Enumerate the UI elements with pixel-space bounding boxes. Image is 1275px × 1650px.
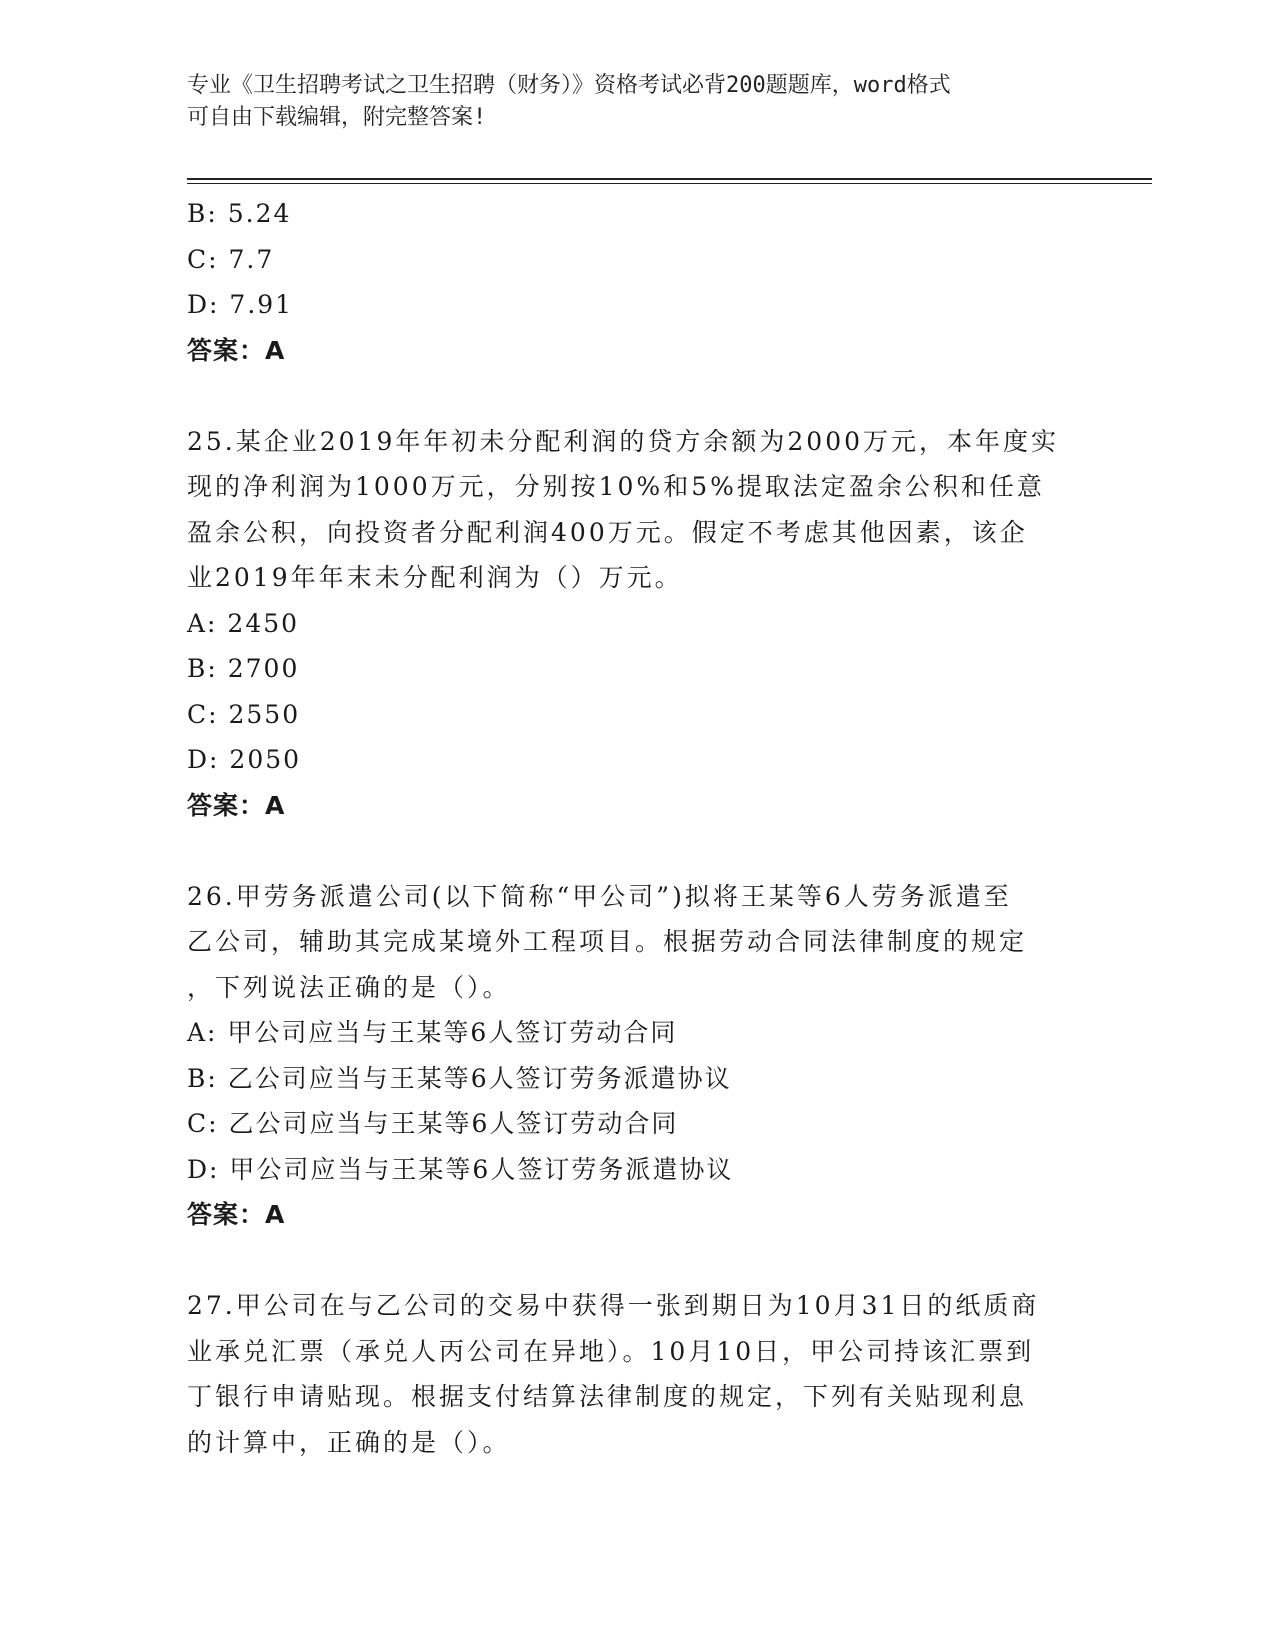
question-text-line: ，下列说法正确的是（）。 xyxy=(187,972,511,1002)
question-text-line: 丁银行申请贴现。根据支付结算法律制度的规定，下列有关贴现利息 xyxy=(187,1382,1028,1411)
option-d: D: 7.91 xyxy=(187,290,294,319)
option-b: B: 5.24 xyxy=(187,199,292,228)
header-line-2: 可自由下载编辑，附完整答案! xyxy=(187,105,487,130)
question-text-line: 的计算中，正确的是（）。 xyxy=(187,1427,511,1457)
question-text-line: 业承兑汇票（承兑人丙公司在异地）。10月10日，甲公司持该汇票到 xyxy=(187,1336,1035,1366)
option-a: A: 2450 xyxy=(187,608,300,638)
question-text-line: 26.甲劳务派遣公司(以下简称“甲公司”)拟将王某等6人劳务派遣至 xyxy=(187,881,1012,911)
spacer xyxy=(187,828,1087,874)
option-c: C: 乙公司应当与王某等6人签订劳动合同 xyxy=(187,1109,679,1138)
spacer xyxy=(187,373,1087,419)
answer: 答案：A xyxy=(187,335,286,365)
question-text-line: 业2019年年末未分配利润为（）万元。 xyxy=(187,563,683,592)
question-text-line: 盈余公积，向投资者分配利润400万元。假定不考虑其他因素，该企 xyxy=(187,517,1028,547)
header-rule-thick xyxy=(187,178,1152,180)
question-27 xyxy=(187,1283,1087,1465)
header-rule-thin xyxy=(187,183,1152,184)
question-25 xyxy=(187,419,1087,829)
answer: 答案：A xyxy=(187,1200,286,1229)
question-text-line: 乙公司，辅助其完成某境外工程项目。根据劳动合同法律制度的规定 xyxy=(187,927,1028,956)
option-c: C: 2550 xyxy=(187,699,301,729)
option-a: A: 甲公司应当与王某等6人签订劳动合同 xyxy=(187,1018,678,1047)
question-26 xyxy=(187,874,1087,1238)
question-text-line: 25.某企业2019年年初未分配利润的贷方余额为2000万元，本年度实 xyxy=(187,426,1060,456)
question-text-line: 现的净利润为1000万元，分别按10%和5%提取法定盈余公积和任意 xyxy=(187,472,1045,501)
question-24-tail xyxy=(187,191,1087,373)
option-b: B: 2700 xyxy=(187,654,300,683)
header-line-1: 专业《卫生招聘考试之卫生招聘（财务）》资格考试必背200题题库，word格式 xyxy=(187,73,951,98)
option-d: D: 甲公司应当与王某等6人签订劳务派遣协议 xyxy=(187,1154,734,1184)
document-body xyxy=(187,191,1087,1465)
option-c: C: 7.7 xyxy=(187,244,275,274)
answer: 答案：A xyxy=(187,790,286,820)
document-header xyxy=(187,70,1067,134)
option-b: B: 乙公司应当与王某等6人签订劳务派遣协议 xyxy=(187,1063,732,1093)
spacer xyxy=(187,1238,1087,1284)
option-d: D: 2050 xyxy=(187,745,302,774)
question-text-line: 27.甲公司在与乙公司的交易中获得一张到期日为10月31日的纸质商 xyxy=(187,1291,1040,1320)
